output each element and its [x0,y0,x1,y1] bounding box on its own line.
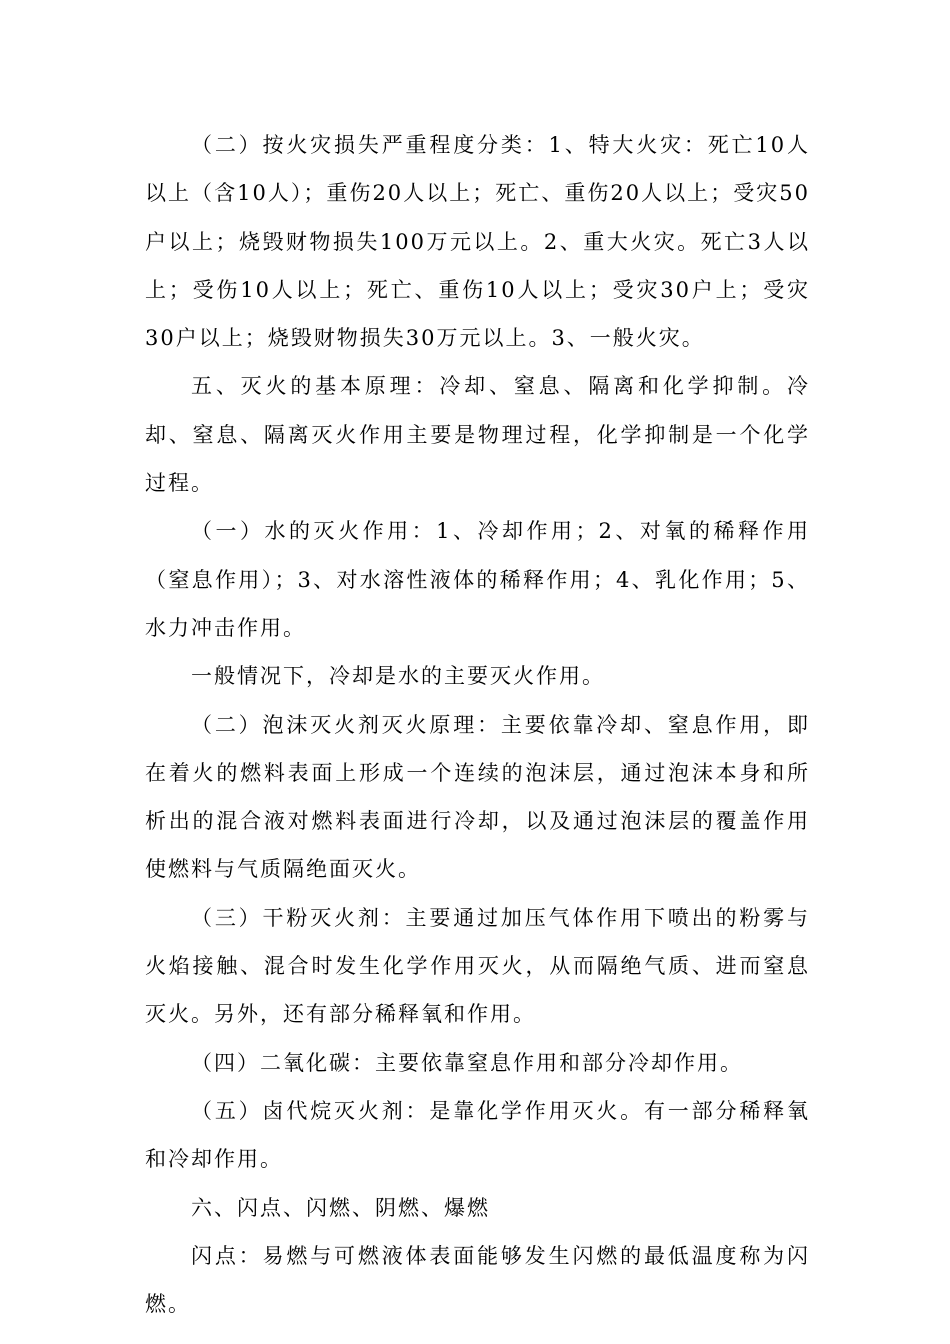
paragraph-water-cooling-note: 一般情况下，冷却是水的主要灭火作用。 [191,664,605,689]
paragraph-carbon-dioxide: （四）二氧化碳：主要依靠窒息作用和部分冷却作用。 [191,1050,743,1075]
section-heading-flash-point: 六、闪点、闪燃、阴燃、爆燃 [191,1195,490,1220]
document-body [145,121,810,1328]
paragraph-flash-point-definition: 闪点：易燃与可燃液体表面能够发生闪燃的最低温度称为闪燃。 [145,1243,810,1317]
paragraph-halon: （五）卤代烷灭火剂：是靠化学作用灭火。有一部分稀释氧和冷却作用。 [145,1098,810,1172]
paragraph-dry-powder: （三）干粉灭火剂：主要通过加压气体作用下喷出的粉雾与火焰接触、混合时发生化学作用灭火，从而隔绝气质、进而窒息灭火。另外，还有部分稀释氧和作用。 [145,905,810,1027]
paragraph-extinguishing-principles: 五、灭火的基本原理：冷却、窒息、隔离和化学抑制。冷却、窒息、隔离灭火作用主要是物理过程，化学抑制是一个化学过程。 [145,374,810,496]
paragraph-water-extinguishing: （一）水的灭火作用：1、冷却作用；2、对氧的稀释作用（窒息作用）；3、对水溶性液体的稀释作用；4、乳化作用；5、水力冲击作用。 [145,519,810,640]
paragraph-fire-loss-classification: （二）按火灾损失严重程度分类：1、特大火灾：死亡10人以上（含10人）；重伤20人以上；死亡、重伤20人以上；受灾50户以上；烧毁财物损失100万元以上。2、重大火灾。死亡3人以上；受伤10人以上；死亡、重伤10人以上；受灾30户上；受灾30户以上；烧毁财物损失30万元以上。3、一般火灾。 [145,133,810,351]
paragraph-foam-extinguishing: （二）泡沫灭火剂灭火原理：主要依靠冷却、窒息作用，即在着火的燃料表面上形成一个连续的泡沫层，通过泡沫本身和所析出的混合液对燃料表面进行冷却，以及通过泡沫层的覆盖作用使燃料与气质隔绝面灭火。 [145,712,810,882]
